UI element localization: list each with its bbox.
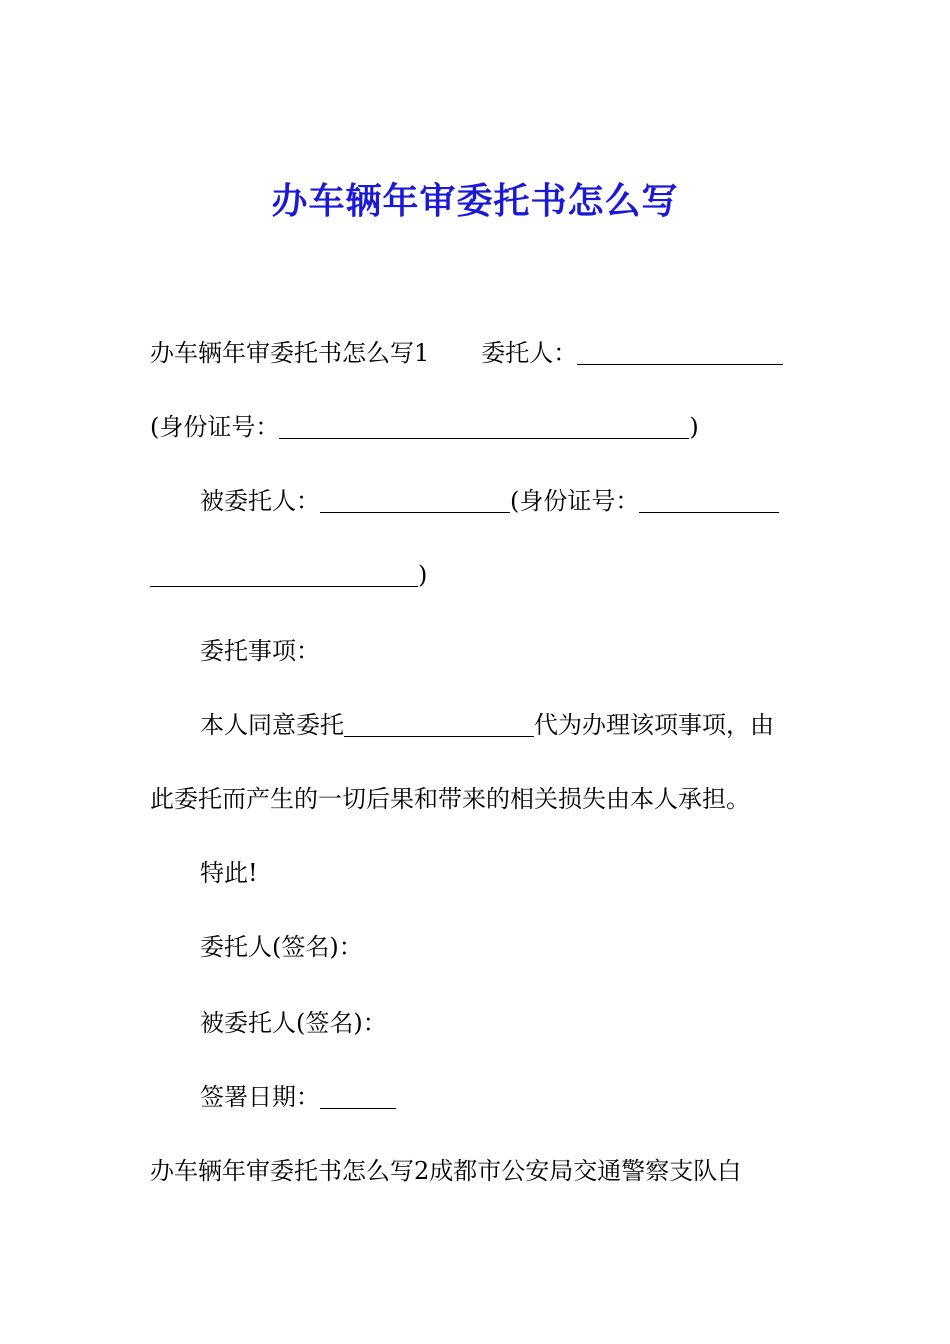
client-id-line	[150, 410, 810, 444]
consent-continuation-line	[150, 782, 810, 816]
client-signature-line	[150, 930, 860, 964]
agent-id-line	[150, 558, 810, 592]
section2-first-line	[150, 1154, 810, 1188]
hereby-text: 特此!	[200, 859, 258, 887]
entrusted-person-blank	[344, 710, 534, 737]
hereby-line	[150, 856, 860, 890]
consent-end: 代为办理该项事项，由	[534, 711, 774, 739]
agent-signature-label: 被委托人(签名)：	[200, 1009, 387, 1037]
sign-date-label: 签署日期：	[200, 1083, 320, 1111]
client-id-close: )	[689, 413, 699, 441]
agent-id-blank-part2	[150, 560, 418, 587]
client-name-blank	[577, 338, 783, 365]
agent-id-blank-part1	[639, 486, 779, 513]
section2-heading: 办车辆年审委托书怎么写2成都市公安局交通警察支队白	[150, 1157, 742, 1185]
client-label: 委托人：	[481, 339, 578, 367]
section1-first-line	[150, 336, 810, 370]
agent-name-blank	[320, 486, 510, 513]
sign-date-blank	[320, 1082, 396, 1109]
agent-signature-line	[150, 1006, 860, 1040]
agent-id-label: (身份证号：	[510, 487, 640, 515]
agent-id-close: )	[418, 561, 428, 589]
section1-heading: 办车辆年审委托书怎么写1	[150, 339, 430, 367]
matters-label: 委托事项：	[200, 637, 320, 665]
client-id-blank	[279, 412, 689, 439]
agent-label: 被委托人：	[200, 487, 320, 515]
sign-date-line	[150, 1080, 860, 1114]
document-title: 办车辆年审委托书怎么写	[271, 180, 679, 222]
consent-start: 本人同意委托	[200, 711, 344, 739]
client-signature-label: 委托人(签名)：	[200, 933, 363, 961]
matters-line	[150, 634, 860, 668]
consent-line	[150, 708, 860, 742]
consent-continuation: 此委托而产生的一切后果和带来的相关损失由本人承担。	[150, 785, 750, 813]
agent-line	[150, 484, 860, 518]
client-id-label: (身份证号：	[150, 413, 280, 441]
